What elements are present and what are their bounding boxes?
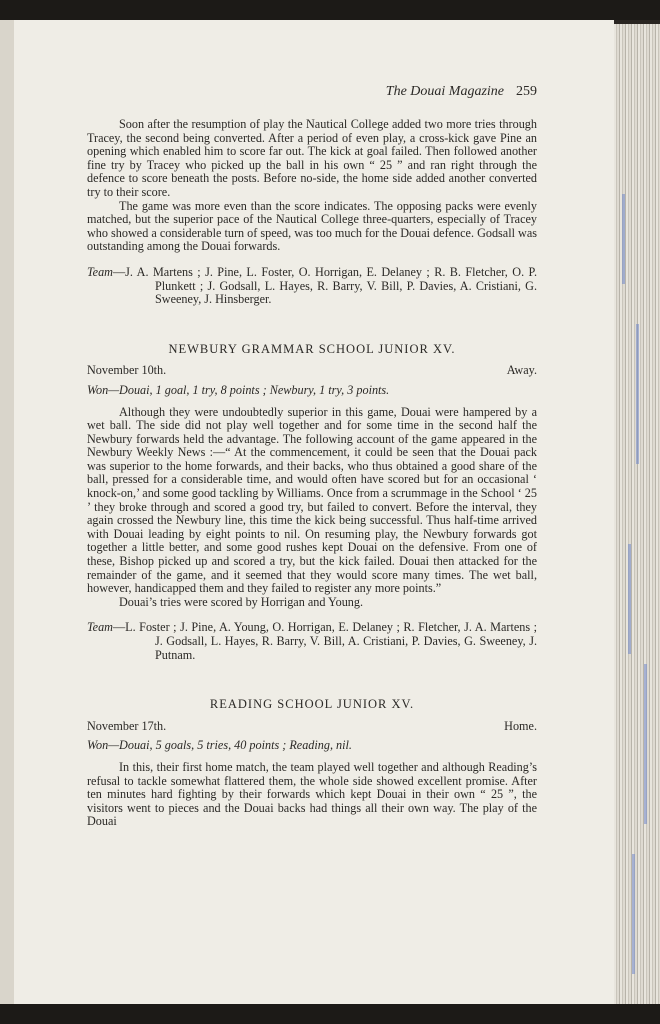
page-content: [87, 118, 537, 829]
match-result: Won—Douai, 1 goal, 1 try, 8 points ; Newbury, 1 try, 3 points.: [87, 382, 390, 397]
running-header: [87, 84, 537, 100]
match-date: November 17th.: [87, 718, 167, 733]
team-list-1: [87, 266, 537, 307]
reading-paragraph-1: In this, their first home match, the team played well together and although Reading’s refusal to tackle somewhat flattered them, the whole side showed excellent promise. After ten minutes hard fighting by their forwards which kept Douai in their own “ 25 ”, the visitors went to pieces and the Douai backs had things all their own way. The play of the Douai: [87, 759, 537, 829]
match-result: Won—Douai, 5 goals, 5 tries, 40 points ; Reading, nil.: [87, 738, 352, 753]
magazine-title: The Douai Magazine: [385, 84, 504, 99]
page-number: 259: [516, 84, 537, 99]
match-venue: Home.: [504, 718, 537, 733]
newbury-paragraph-1: Although they were undoubtedly superior in this game, Douai were hampered by a wet ball. The side did not play well together and for some time in the second half the Newbury forwards held the advantage. The following account of the game appeared in the Newbury Weekly News :—“ At the commencement, it could be seen that the Douai pack was superior to the home forwards, and their backs, who thus obtained a good share of the ball, pressed for a considerable time, and would often have scored but for an occasional ‘ knock-on,’ and some good tackling by Williams. Once from a scrummage in the School ‘ 25 ’ they broke through and scored a good try, but failed to convert. Before the interval, they again crossed the Newbury line, this time the kick being successful. Thus half-time arrived with Douai leading by eight points to nil. On resuming play, the Newbury forwards got together a little better, and some good rushes kept Douai on the defensive. From one of these, Bishop picked up and scored a try, but the kick failed. Douai then attacked for the remainder of the game, and it seemed that they would score many times. The wet ball, however, handicapped them and they failed to register any more points.”: [87, 404, 537, 596]
intro-paragraph-1: Soon after the resumption of play the Nautical College added two more tries through Tracey, the second being converted. After a period of even play, a cross-kick gave Pine an opening which enabled him to score far out. The kick at goal failed. Then followed another fine try by Tracey who picked up the ball in his own “ 25 ” and ran right through the defence to score beneath the posts. Before no-side, the home side added another converted try to their score.: [87, 117, 537, 199]
match-date: November 10th.: [87, 363, 167, 378]
intro-paragraph-2: The game was more even than the score indicates. The opposing packs were evenly matched, but the superior pace of the Nautical College three-quarters, especially of Tracey who showed a considerable turn of speed, was too much for the Douai defence. Godsall was outstanding among the Douai forwards.: [87, 198, 537, 254]
team-names: —J. A. Martens ; J. Pine, L. Foster, O. Horrigan, E. Delaney ; R. B. Fletcher, O. P. Plunkett ; J. Godsall, L. Hayes, R. Barry, V. Bill, P. Davies, A. Cristiani, G. Sweeney, J. Hinsberger.: [112, 264, 537, 307]
team-label: Team: [87, 620, 113, 635]
match-dateline: [87, 364, 537, 378]
match-venue: Away.: [506, 363, 537, 378]
section-title-reading: READING SCHOOL JUNIOR XV.: [209, 697, 415, 712]
team-label: Team: [87, 264, 113, 279]
scan-top-border: [0, 0, 660, 20]
section-title-newbury: NEWBURY GRAMMAR SCHOOL JUNIOR XV.: [168, 341, 456, 356]
team-list-2: [87, 621, 537, 662]
binding-edge: [0, 20, 15, 1004]
team-names: —L. Foster ; J. Pine, A. Young, O. Horrigan, E. Delaney ; R. Fletcher, J. A. Martens ; J. Godsall, L. Hayes, R. Barry, V. Bill, A. Cristiani, P. Davies, G. Sweeney, J. Putnam.: [112, 620, 537, 662]
page-edges: [614, 24, 660, 1004]
newbury-paragraph-2: Douai’s tries were scored by Horrigan and Young.: [119, 594, 364, 609]
match-dateline: [87, 720, 537, 734]
scan-bottom-border: [0, 1004, 660, 1024]
